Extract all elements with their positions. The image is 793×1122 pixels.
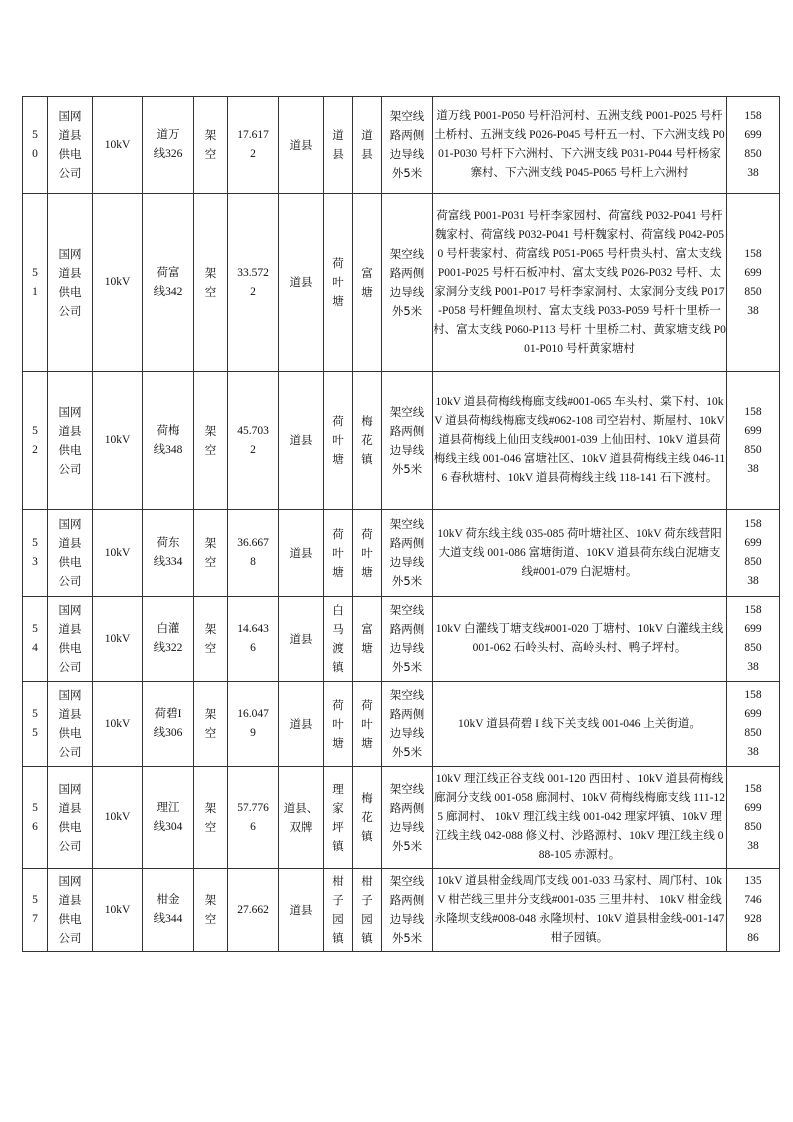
- table-row: [23, 869, 780, 952]
- line-name-cell: 柑金线344: [143, 869, 194, 952]
- contact-phone-cell: 158 699 850 38: [727, 97, 780, 194]
- county-cell: 道县: [279, 97, 324, 194]
- county-cell: 道县: [279, 510, 324, 597]
- route-description-cell: 10kV 道县柑金线周邝支线 001-033 马家村、周邝村、10kV 柑芒线三里井分支线#001-035 三里井村、 10kV 柑金线永隆坝支线#008-048 永隆坝村、10kV 道县柑金线-001-147 柑子园镇。: [433, 869, 727, 952]
- company-cell: 国网道县供电公司: [48, 97, 93, 194]
- route-description-cell: 10kV 荷东线主线 035-085 荷叶塘社区、10kV 荷东线营阳大道支线 001-086 富塘街道、10KV 道县荷东线白泥塘支线#001-079 白泥塘村。: [433, 510, 727, 597]
- line-name-cell: 荷富线342: [143, 194, 194, 372]
- line-type-cell: 架空: [194, 869, 228, 952]
- protection-zone-cell: 架空线路两侧边导线外5米: [382, 372, 433, 510]
- voltage-cell: 10kV: [93, 767, 143, 869]
- town-from-cell: 道县: [324, 97, 353, 194]
- company-cell: 国网道县供电公司: [48, 869, 93, 952]
- town-from-cell: 荷叶塘: [324, 194, 353, 372]
- line-type-cell: 架空: [194, 97, 228, 194]
- town-from-cell: 荷叶塘: [324, 372, 353, 510]
- county-cell: 道县: [279, 194, 324, 372]
- seq-cell: 5 2: [23, 372, 48, 510]
- voltage-cell: 10kV: [93, 869, 143, 952]
- route-description-cell: 10kV 道县荷梅线梅廊支线#001-065 车头村、棠下村、10kV 道县荷梅线梅廊支线#062-108 司空岩村、斯屋村、10kV 道县荷梅线上仙田支线#001-039 上仙田村、10kV 道县荷梅线主线 001-046 富塘社区、10kV 道县荷梅线主线 046-116 春秋塘村、10kV 道县荷梅线主线 118-141 石下渡村。: [433, 372, 727, 510]
- protection-zone-cell: 架空线路两侧边导线外5米: [382, 597, 433, 682]
- protection-zone-cell: 架空线路两侧边导线外5米: [382, 767, 433, 869]
- town-to-cell: 柑子园镇: [353, 869, 382, 952]
- contact-phone-cell: 158 699 850 38: [727, 682, 780, 767]
- voltage-cell: 10kV: [93, 194, 143, 372]
- seq-cell: 5 7: [23, 869, 48, 952]
- seq-cell: 5 6: [23, 767, 48, 869]
- line-type-cell: 架空: [194, 194, 228, 372]
- town-to-cell: 道县: [353, 97, 382, 194]
- table-row: [23, 194, 780, 372]
- company-cell: 国网道县供电公司: [48, 597, 93, 682]
- town-from-cell: 荷叶塘: [324, 510, 353, 597]
- line-name-cell: 荷碧I线306: [143, 682, 194, 767]
- county-cell: 道县: [279, 597, 324, 682]
- contact-phone-cell: 158 699 850 38: [727, 510, 780, 597]
- seq-cell: 5 0: [23, 97, 48, 194]
- route-description-cell: 荷富线 P001-P031 号杆李家园村、荷富线 P032-P041 号杆魏家村、荷富线 P032-P041 号杆魏家村、荷富线 P042-P050 号杆裴家村、荷富线 P051-P065 号杆贵头村、富太支线 P001-P025 号杆石板冲村、富太支线 P026-P032 号杆、太家洞分支线 P001-P017 号杆李家洞村、太家洞分支线 P017-P058 号杆鲤鱼坝村、富太支线 P033-P059 号杆十里桥一村、富太支线 P060-P113 号杆 十里桥二村、黄家塘支线 P001-P010 号杆黄家塘村: [433, 194, 727, 372]
- town-to-cell: 荷叶塘: [353, 682, 382, 767]
- line-type-cell: 架空: [194, 510, 228, 597]
- town-to-cell: 梅花镇: [353, 372, 382, 510]
- length-km-cell: 33.572 2: [228, 194, 279, 372]
- town-to-cell: 荷叶塘: [353, 510, 382, 597]
- seq-cell: 5 4: [23, 597, 48, 682]
- seq-cell: 5 3: [23, 510, 48, 597]
- length-km-cell: 36.667 8: [228, 510, 279, 597]
- contact-phone-cell: 158 699 850 38: [727, 194, 780, 372]
- protection-zone-cell: 架空线路两侧边导线外5米: [382, 194, 433, 372]
- line-name-cell: 荷梅线348: [143, 372, 194, 510]
- seq-cell: 5 5: [23, 682, 48, 767]
- voltage-cell: 10kV: [93, 97, 143, 194]
- county-cell: 道县: [279, 869, 324, 952]
- company-cell: 国网道县供电公司: [48, 682, 93, 767]
- table-row: [23, 597, 780, 682]
- line-name-cell: 荷东线334: [143, 510, 194, 597]
- protection-zone-cell: 架空线路两侧边导线外5米: [382, 97, 433, 194]
- protection-zone-cell: 架空线路两侧边导线外5米: [382, 869, 433, 952]
- voltage-cell: 10kV: [93, 597, 143, 682]
- contact-phone-cell: 158 699 850 38: [727, 767, 780, 869]
- line-name-cell: 理江线304: [143, 767, 194, 869]
- protection-zone-cell: 架空线路两侧边导线外5米: [382, 510, 433, 597]
- town-from-cell: 白马渡镇: [324, 597, 353, 682]
- line-name-cell: 白灌线322: [143, 597, 194, 682]
- table-row: [23, 372, 780, 510]
- route-description-cell: 10kV 白灌线丁塘支线#001-020 丁塘村、10kV 白灌线主线 001-062 石岭头村、高岭头村、鸭子坪村。: [433, 597, 727, 682]
- route-description-cell: 10kV 道县荷碧 I 线下关支线 001-046 上关街道。: [433, 682, 727, 767]
- voltage-cell: 10kV: [93, 510, 143, 597]
- line-type-cell: 架空: [194, 372, 228, 510]
- county-cell: 道县、双牌: [279, 767, 324, 869]
- contact-phone-cell: 158 699 850 38: [727, 597, 780, 682]
- table-body: [23, 97, 780, 952]
- company-cell: 国网道县供电公司: [48, 767, 93, 869]
- route-description-cell: 10kV 理江线正谷支线 001-120 西田村 、10kV 道县荷梅线廊洞分支线 001-058 廊洞村、10kV 荷梅线梅廊支线 111-125 廊洞村、 10kV 理江线主线 001-042 理家坪镇、10kV 理江线主线 042-088 修义村、沙路源村、10kV 理江线主线 088-105 赤源村。: [433, 767, 727, 869]
- length-km-cell: 16.047 9: [228, 682, 279, 767]
- protection-zone-cell: 架空线路两侧边导线外5米: [382, 682, 433, 767]
- town-to-cell: 梅花镇: [353, 767, 382, 869]
- table-row: [23, 510, 780, 597]
- line-type-cell: 架空: [194, 682, 228, 767]
- length-km-cell: 57.776 6: [228, 767, 279, 869]
- town-from-cell: 理家坪镇: [324, 767, 353, 869]
- company-cell: 国网道县供电公司: [48, 510, 93, 597]
- length-km-cell: 27.662: [228, 869, 279, 952]
- line-type-cell: 架空: [194, 767, 228, 869]
- table-row: [23, 767, 780, 869]
- contact-phone-cell: 158 699 850 38: [727, 372, 780, 510]
- length-km-cell: 45.703 2: [228, 372, 279, 510]
- company-cell: 国网道县供电公司: [48, 194, 93, 372]
- power-line-protection-table: [22, 96, 780, 952]
- seq-cell: 5 1: [23, 194, 48, 372]
- county-cell: 道县: [279, 682, 324, 767]
- route-description-cell: 道万线 P001-P050 号杆沿河村、五洲支线 P001-P025 号杆土桥村、五洲支线 P026-P045 号杆五一村、下六洲支线 P001-P030 号杆下六洲村、下六洲支线 P031-P044 号杆杨家寨村、下六洲支线 P045-P065 号杆上六洲村: [433, 97, 727, 194]
- length-km-cell: 14.643 6: [228, 597, 279, 682]
- town-from-cell: 荷叶塘: [324, 682, 353, 767]
- line-type-cell: 架空: [194, 597, 228, 682]
- voltage-cell: 10kV: [93, 682, 143, 767]
- table-row: [23, 97, 780, 194]
- line-name-cell: 道万线326: [143, 97, 194, 194]
- town-from-cell: 柑子园镇: [324, 869, 353, 952]
- table-row: [23, 682, 780, 767]
- contact-phone-cell: 135 746 928 86: [727, 869, 780, 952]
- county-cell: 道县: [279, 372, 324, 510]
- length-km-cell: 17.617 2: [228, 97, 279, 194]
- company-cell: 国网道县供电公司: [48, 372, 93, 510]
- town-to-cell: 富塘: [353, 597, 382, 682]
- town-to-cell: 富塘: [353, 194, 382, 372]
- voltage-cell: 10kV: [93, 372, 143, 510]
